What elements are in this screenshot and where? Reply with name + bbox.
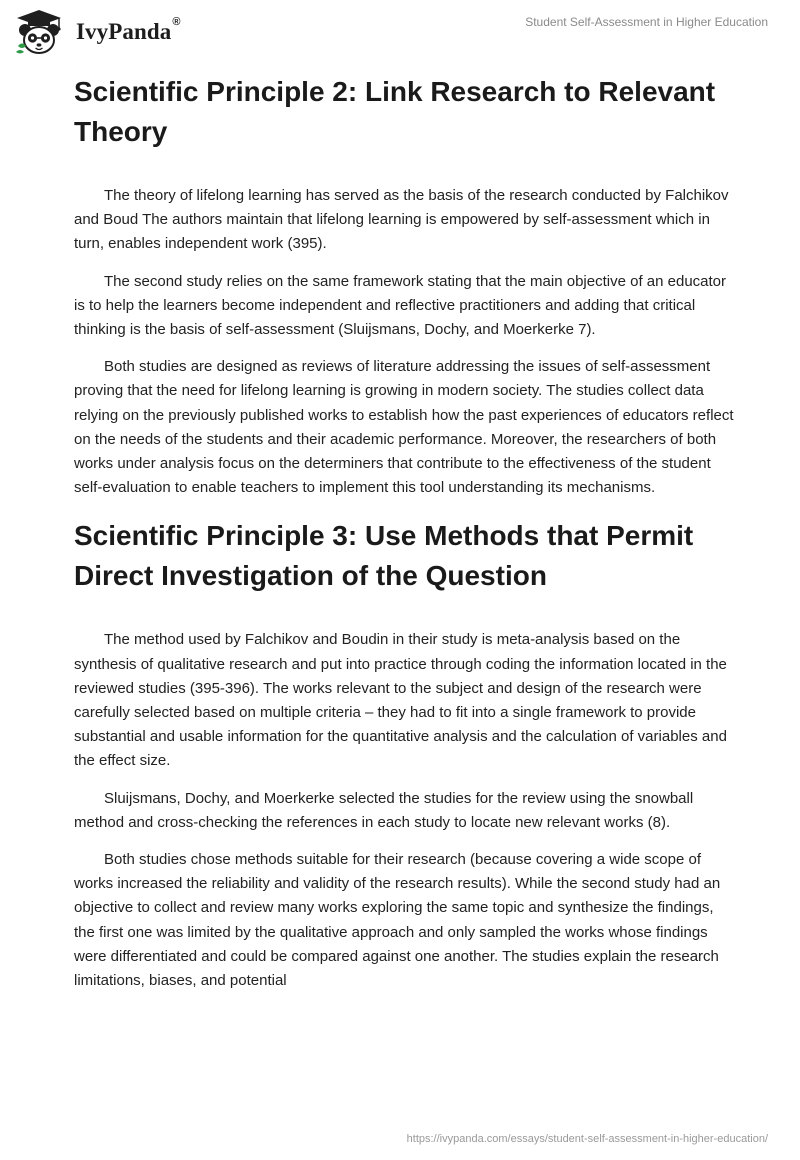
brand-name[interactable]: IvyPanda® [76,16,181,44]
paragraph: The method used by Falchikov and Boudin in their study is meta-analysis based on the synthesis of qualitative research and put into practice through coding the information located in the reviewed studies (395-396). The works relevant to the subject and design of the research were carefully selected based on multiple criteria – they had to fit into a single framework to provide substantial and usable information for the quantitative analysis and the calculation of variables and the effect size. [74,631,727,770]
document-title: Student Self-Assessment in Higher Education [525,15,768,29]
paragraph: The second study relies on the same framework stating that the main objective of an educator is to help the learners become independent and reflective practitioners and adding that critical thinking is the basis of self-assessment (Sluijsmans, Dochy, and Moerkerke 7). [74,272,727,339]
section-heading-principle-2: Scientific Principle 2: Link Research to Relevant Theory [74,76,716,147]
paragraph: Sluijsmans, Dochy, and Moerkerke selected the studies for the review using the snowball method and cross-checking the references in each study to locate new relevant works (8). [74,789,694,831]
paragraph: Both studies chose methods suitable for their research (because covering a wide scope of works increased the reliability and validity of the research results). While the second study had an objective to collect and review many works exploring the same topic and synthesize the findings, the first one was limited by the qualitative approach and only sampled the works whose findings were differentiated and could be compared against one another. The studies explain the research limitations, biases, and potential [74,851,721,990]
source-url[interactable]: https://ivypanda.com/essays/student-self-assessment-in-higher-education/ [406,1133,768,1145]
paragraph: The theory of lifelong learning has served as the basis of the research conducted by Falchikov and Boud The authors maintain that lifelong learning is empowered by self-assessment which in turn, enables independent work (395). [74,187,729,253]
registered-mark: ® [172,16,181,28]
page-header [0,0,800,64]
article-body [74,72,734,993]
panda-graduate-logo-icon[interactable] [14,8,64,56]
paragraph: Both studies are designed as reviews of literature addressing the issues of self-assessment proving that the need for lifelong learning is growing in modern society. The studies collect data relying on the previously published works to establish how the past experiences of educators reflect on the needs of the students and their academic performance. Moreover, the researchers of both works under analysis focus on the determiners that contribute to the effectiveness of the student self-evaluation to enable teachers to implement this tool understanding its mechanisms. [74,358,734,497]
section-heading-principle-3: Scientific Principle 3: Use Methods that Permit Direct Investigation of the Question [74,520,694,592]
